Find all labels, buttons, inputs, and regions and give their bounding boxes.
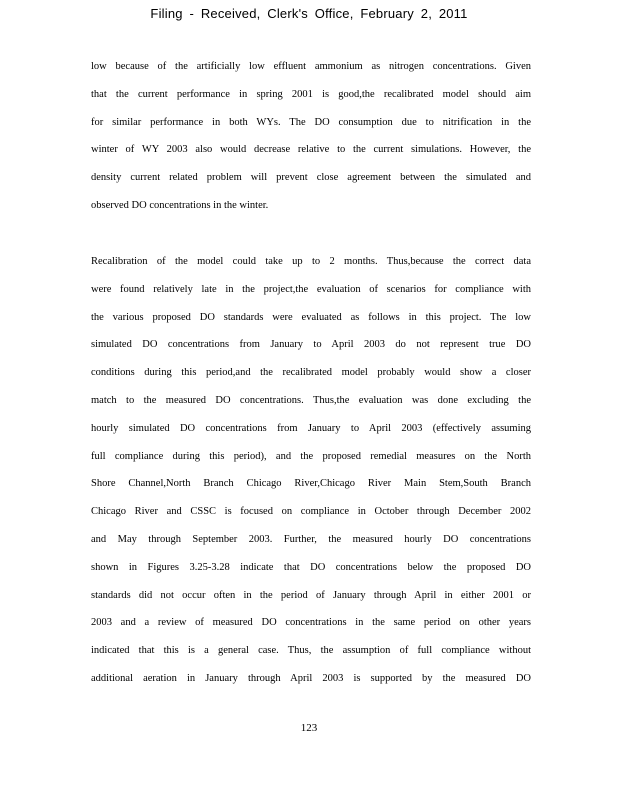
- text-line: low because of the artificially low effluent ammonium as nitrogen concentrations. Given: [91, 61, 531, 72]
- text-line: indicated that this is a general case. Thus, the assumption of full compliance without: [91, 645, 531, 657]
- filing-header: Filing - Received, Clerk's Office, February 2, 2011: [150, 6, 468, 21]
- text-line: winter of WY 2003 also would decrease relative to the current simulations. However, the: [91, 144, 531, 156]
- text-line: observed DO concentrations in the winter.: [91, 199, 269, 211]
- text-line: full compliance during this period), and the proposed remedial measures on the North: [91, 450, 531, 462]
- text-line: conditions during this period,and the recalibrated model probably would show a closer: [91, 367, 531, 379]
- text-line: additional aeration in January through April 2003 is supported by the measured DO: [91, 672, 531, 684]
- text-line: that the current performance in spring 2001 is good,the recalibrated model should aim: [91, 88, 531, 100]
- paragraph-1: [91, 61, 531, 228]
- text-line: hourly simulated DO concentrations from January to April 2003 (effectively assuming: [91, 422, 531, 434]
- text-line: density current related problem will prevent close agreement between the simulated and: [91, 172, 531, 184]
- text-line: standards did not occur often in the period of January through April in either 2001 or: [91, 589, 531, 601]
- text-line: 2003 and a review of measured DO concentrations in the same period on other years: [91, 617, 531, 629]
- text-line: shown in Figures 3.25-3.28 indicate that DO concentrations below the proposed DO: [91, 561, 531, 573]
- text-line: and May through September 2003. Further, the measured hourly DO concentrations: [91, 533, 531, 545]
- text-line: the various proposed DO standards were evaluated as follows in this project. The low: [91, 311, 531, 323]
- text-line: were found relatively late in the project,the evaluation of scenarios for compliance with: [91, 283, 531, 295]
- text-line: Recalibration of the model could take up to 2 months. Thus,because the correct data: [91, 256, 531, 267]
- text-line: match to the measured DO concentrations. Thus,the evaluation was done excluding the: [91, 394, 531, 406]
- text-line: Chicago River and CSSC is focused on compliance in October through December 2002: [91, 506, 531, 518]
- text-line: Shore Channel,North Branch Chicago River,Chicago River Main Stem,South Branch: [91, 478, 531, 490]
- page-number: 123: [300, 722, 318, 734]
- paragraph-2: [91, 256, 531, 701]
- text-line: simulated DO concentrations from January to April 2003 do not represent true DO: [91, 339, 531, 351]
- text-line: for similar performance in both WYs. The DO consumption due to nitrification in the: [91, 116, 531, 128]
